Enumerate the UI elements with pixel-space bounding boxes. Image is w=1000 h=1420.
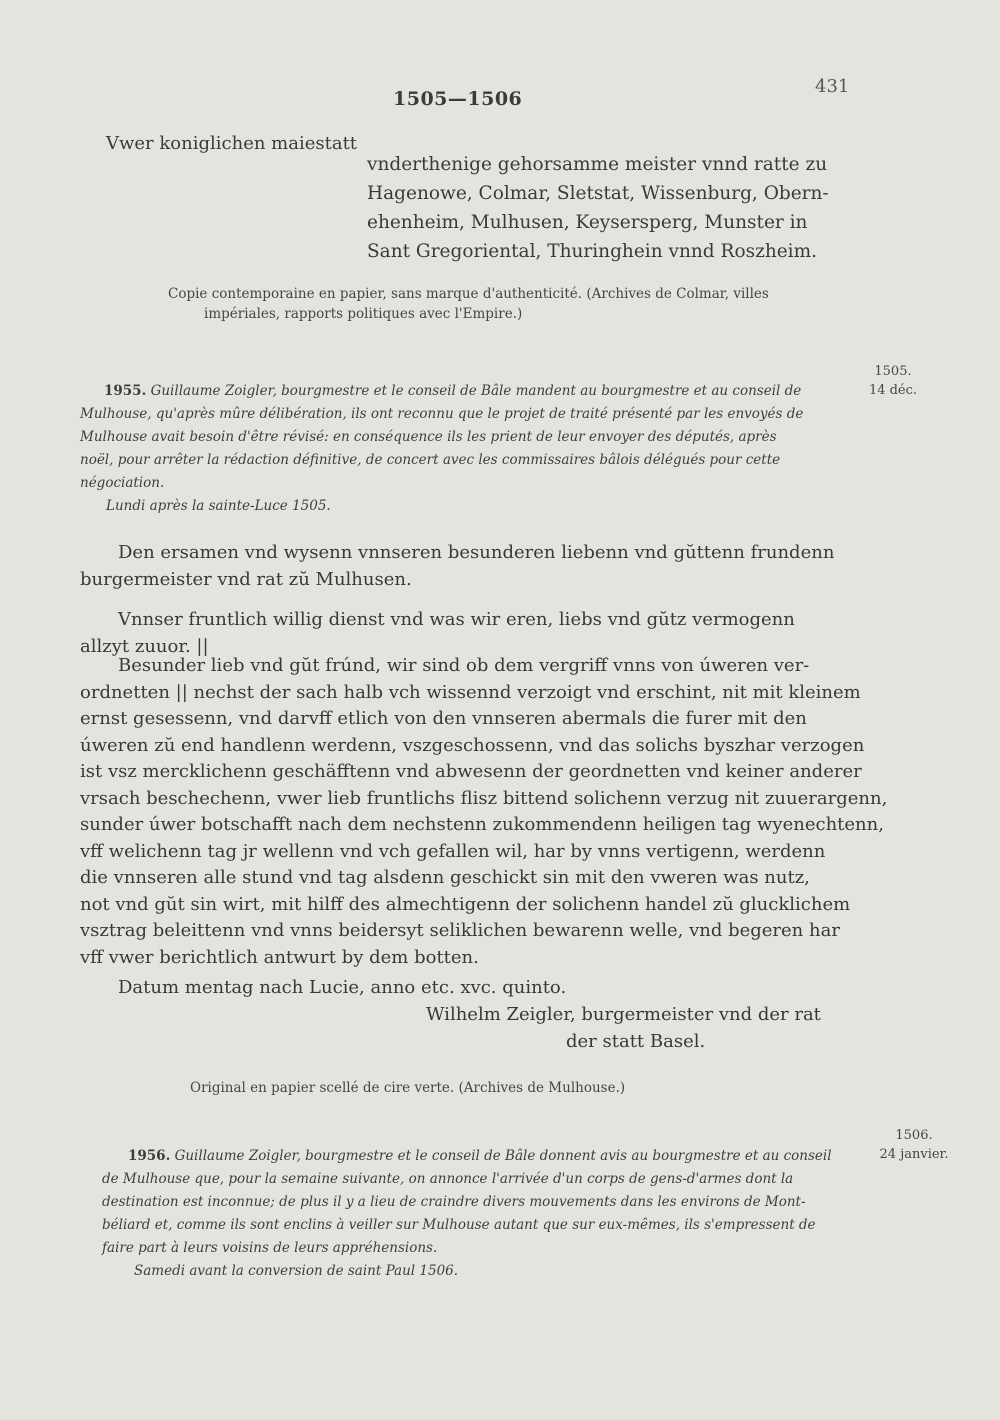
body-line: úweren zŭ end handlenn werdenn, vszgeschossenn, vnd das solichs byszhar verzogen <box>80 734 865 756</box>
datum-line: Datum mentag nach Lucie, anno etc. xvc. quinto. <box>118 977 567 998</box>
body-line: ernst gesessenn, vnd darvff etlich von den vnnseren abermals die furer mit den <box>80 708 807 729</box>
entry-1956-summary <box>102 1145 832 1283</box>
greeting-line: allzyt zuuor. || <box>80 635 209 657</box>
letter-signature-block <box>367 150 847 266</box>
summary-line: Mulhouse avait besoin d'être révisé: en conséquence ils les prient de leur envoyer des députés, après <box>80 429 777 445</box>
summary-line: négociation. <box>80 475 165 491</box>
letter-salutation: Vwer koniglichen maiestatt <box>106 133 358 154</box>
summary-line: noël, pour arrêter la rédaction définitive, de concert avec les commissaires bâlois délégués pour cette <box>80 452 781 468</box>
margin-date-1955 <box>858 362 928 400</box>
signature-line: vnderthenige gehorsamme meister vnnd ratte zu <box>367 154 828 175</box>
summary-line: faire part à leurs voisins de leurs appréhensions. <box>102 1240 438 1256</box>
body-line: die vnnseren alle stund vnd tag alsdenn geschickt sin mit den vweren was nutz, <box>80 867 810 888</box>
signature-line: der statt Basel. <box>566 1031 706 1052</box>
body-line: ist vsz mercklichenn geschäfftenn vnd abwesenn der geordnetten vnd keiner anderer <box>80 761 862 782</box>
greeting-line: Vnnser fruntlich willig dienst vnd was wir eren, liebs vnd gŭtz vermogenn <box>118 609 795 630</box>
source-note-1955: Original en papier scellé de cire verte. (Archives de Mulhouse.) <box>190 1080 626 1096</box>
margin-date-1956 <box>874 1126 954 1164</box>
letter-address <box>80 540 834 593</box>
body-line: vsztrag beleittenn vnd vnns beidersyt seliklichen bewarenn welle, vnd begeren har <box>80 920 840 941</box>
source-note <box>168 284 769 324</box>
signature-line: Sant Gregoriental, Thuringhein vnnd Roszheim. <box>367 241 818 262</box>
body-line: vrsach beschechenn, vwer lieb fruntlichs flisz bittend solichenn verzug nit zuuerargenn, <box>80 787 888 809</box>
entry-number: 1956. <box>128 1148 171 1164</box>
summary-line: Guillaume Zoigler, bourgmestre et le conseil de Bâle donnent avis au bourgmestre et au conseil <box>174 1148 832 1164</box>
body-line: ordnetten || nechst der sach halb vch wissennd verzoigt vnd erschint, nit mit kleinem <box>80 681 861 703</box>
address-line: burgermeister vnd rat zŭ Mulhusen. <box>80 568 412 590</box>
body-line: Besunder lieb vnd gŭt frúnd, wir sind ob dem vergriff vnns von úweren ver- <box>118 655 810 676</box>
body-line: sunder úwer botschafft nach dem nechstenn zukommendenn heiligen tag wyenechtenn, <box>80 814 884 835</box>
summary-line: Guillaume Zoigler, bourgmestre et le conseil de Bâle mandent au bourgmestre et au conseil de <box>150 383 802 399</box>
body-line: not vnd gŭt sin wirt, mit hilff des almechtigenn der solichenn handel zŭ glucklichem <box>80 893 851 915</box>
entry-dateline: Lundi après la sainte-Luce 1505. <box>106 498 331 514</box>
entry-number: 1955. <box>104 383 147 399</box>
source-line: impériales, rapports politiques avec l'Empire.) <box>204 306 523 322</box>
summary-line: destination est inconnue; de plus il y a lieu de craindre divers mouvements dans les environs de Mont- <box>102 1194 806 1210</box>
signature-line: Wilhelm Zeigler, burgermeister vnd der rat <box>426 1004 821 1025</box>
margin-day: 24 janvier. <box>879 1147 949 1162</box>
summary-line: béliard et, comme ils sont enclins à veiller sur Mulhouse autant que sur eux-mêmes, ils s'empressent de <box>102 1217 816 1233</box>
margin-day: 14 déc. <box>868 383 918 398</box>
signature-line: Hagenowe, Colmar, Sletstat, Wissenburg, Obern- <box>367 183 829 204</box>
page-number: 431 <box>815 76 850 97</box>
address-line: Den ersamen vnd wysenn vnnseren besunderen liebenn vnd gŭttenn frundenn <box>118 542 835 563</box>
running-header-title: 1505—1506 <box>393 88 523 110</box>
margin-year: 1505. <box>874 364 912 379</box>
letter-body <box>80 653 887 971</box>
summary-line: de Mulhouse que, pour la semaine suivante, on annonce l'arrivée d'un corps de gens-d'armes dont la <box>102 1171 794 1187</box>
summary-line: Mulhouse, qu'après mûre délibération, ils ont reconnu que le projet de traité présenté par les envoyés de <box>80 406 804 422</box>
body-line: vff vwer berichtlich antwurt by dem botten. <box>80 946 479 968</box>
body-line: vff welichenn tag jr wellenn vnd vch gefallen wil, har by vnns vertigenn, werdenn <box>80 840 826 862</box>
letter-closing <box>80 974 821 1055</box>
entry-dateline: Samedi avant la conversion de saint Paul 1506. <box>134 1263 459 1279</box>
signature-line: ehenheim, Mulhusen, Keysersperg, Munster in <box>367 212 808 233</box>
source-line: Copie contemporaine en papier, sans marque d'authenticité. (Archives de Colmar, villes <box>168 286 769 302</box>
margin-year: 1506. <box>895 1128 933 1143</box>
entry-1955-summary <box>80 380 803 518</box>
